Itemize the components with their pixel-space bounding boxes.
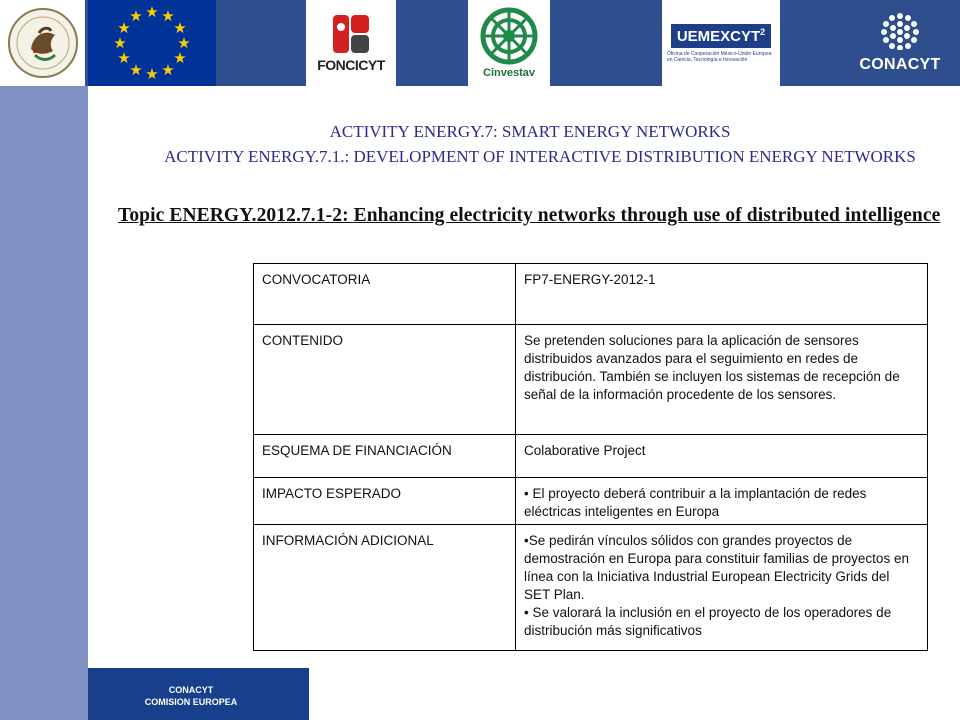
svg-text:★: ★ [173, 19, 187, 37]
footer-line-comision: COMISION EUROPEA [144, 697, 238, 707]
table-row [254, 435, 928, 478]
svg-text:★: ★ [161, 61, 175, 79]
svg-text:★: ★ [173, 49, 187, 67]
bullet-item: •Se pedirán vínculos sólidos con grandes proyectos de demostración en Europa para constituir familias de proyectos en línea con la Iniciativa Industrial European Electricity Grids del SET Plan. [524, 533, 909, 602]
conacyt-wordmark: CONACYT [859, 56, 941, 73]
uemexcyt-wordmark: UEMEXCYT$^2$ [671, 24, 771, 48]
uemexcyt-logo [662, 0, 780, 86]
table-row [254, 325, 928, 435]
call-info-table [253, 263, 928, 651]
foncicyt-wordmark: FONCICYT [317, 57, 385, 73]
activity-heading: ACTIVITY ENERGY.7: SMART ENERGY NETWORKS [329, 122, 731, 141]
row-value: FP7-ENERGY-2012-1 [516, 264, 928, 325]
svg-text:★: ★ [145, 65, 159, 83]
topic-heading: Topic ENERGY.2012.7.1-2: Enhancing electricity networks through use of distributed intelligence [118, 205, 941, 226]
mexico-coat-of-arms-logo [0, 0, 85, 86]
mexico-seal-icon [5, 5, 81, 81]
svg-text:★: ★ [129, 61, 143, 79]
left-sidebar-band [0, 86, 88, 720]
row-label: ESQUEMA DE FINANCIACIÓN [254, 435, 516, 478]
foncicyt-logo [306, 0, 396, 86]
cinvestav-logo [468, 0, 550, 86]
eu-stars-icon [88, 0, 216, 86]
table-row [254, 525, 928, 651]
row-value: Colaborative Project [516, 435, 928, 478]
svg-text:★: ★ [129, 7, 143, 25]
bullet-item: • Se valorará la inclusión en el proyecto de los operadores de distribución más significativos [524, 605, 892, 638]
footer-label [88, 684, 294, 708]
table-row [254, 264, 928, 325]
eu-flag-logo [88, 0, 216, 86]
svg-text:★: ★ [161, 7, 175, 25]
footer-line-conacyt: CONACYT [168, 685, 214, 695]
row-value: Se pretenden soluciones para la aplicación de sensores distribuidos avanzados para el seguimiento en redes de distribución. También se incluyen los sistemas de recepción de señal de la información procedente de los sensores. [516, 325, 928, 435]
svg-text:★: ★ [145, 3, 159, 21]
row-value: • El proyecto deberá contribuir a la implantación de redes eléctricas inteligentes en Europa [516, 478, 928, 525]
conacyt-dots-icon [880, 12, 920, 50]
svg-text:★: ★ [113, 34, 127, 52]
cinvestav-emblem-icon [480, 7, 538, 65]
uemexcyt-subtitle: Oficina de Cooperación México-Unión Europea en Ciencia, Tecnología e Innovación [667, 50, 772, 63]
foncicyt-mark-icon [331, 13, 371, 55]
sub-activity-heading: ACTIVITY ENERGY.7.1.: DEVELOPMENT OF INTERACTIVE DISTRIBUTION ENERGY NETWORKS [164, 147, 916, 166]
svg-text:★: ★ [177, 34, 191, 52]
row-label: CONVOCATORIA [254, 264, 516, 325]
cinvestav-wordmark: Cinvestav [483, 67, 535, 79]
svg-text:★: ★ [117, 49, 131, 67]
table-row [254, 478, 928, 525]
row-value [516, 525, 928, 651]
row-label: CONTENIDO [254, 325, 516, 435]
row-label: IMPACTO ESPERADO [254, 478, 516, 525]
row-label: INFORMACIÓN ADICIONAL [254, 525, 516, 651]
svg-text:★: ★ [117, 19, 131, 37]
conacyt-logo [840, 0, 960, 86]
